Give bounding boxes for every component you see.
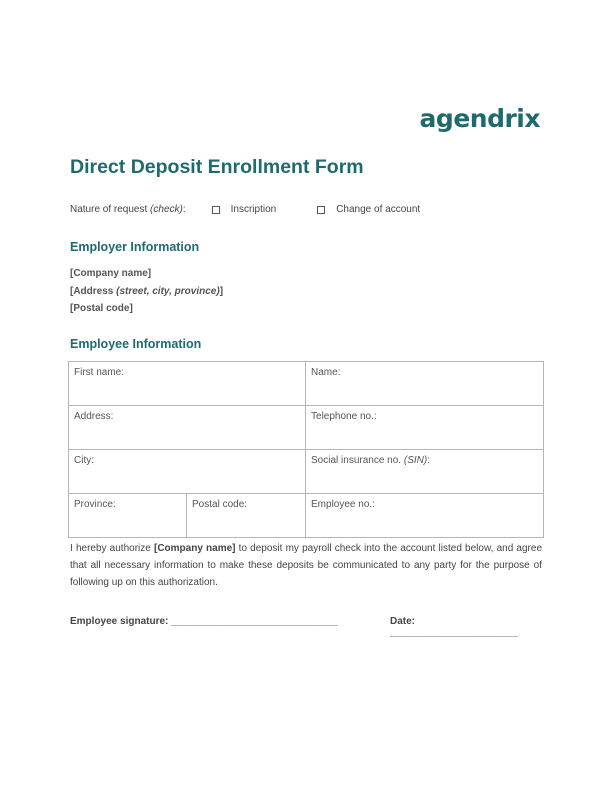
city-field[interactable]: City: <box>69 450 306 494</box>
employer-section-heading: Employer Information <box>70 240 200 254</box>
checkbox-inscription[interactable] <box>212 206 220 214</box>
employee-section-heading: Employee Information <box>70 337 202 351</box>
employer-company-name: [Company name] <box>70 268 152 279</box>
request-type-row <box>70 204 420 215</box>
employer-info-block <box>70 265 223 318</box>
option-inscription[interactable] <box>212 204 277 215</box>
name-field[interactable]: Name: <box>306 362 544 406</box>
employee-number-field[interactable]: Employee no.: <box>306 494 544 538</box>
authorization-statement: I hereby authorize [Company name] to deposit my payroll check into the account listed below, and agree that all necessary information to make these deposits be communicated to any party for the purpose of following up on this authorization. <box>70 543 543 588</box>
employee-signature-line[interactable]: Employee signature: ______________________________ <box>70 616 338 627</box>
page-title: Direct Deposit Enrollment Form <box>70 156 364 178</box>
option-inscription-label: Inscription <box>230 204 277 215</box>
signature-row <box>70 616 542 638</box>
first-name-field[interactable]: First name: <box>69 362 306 406</box>
address-field[interactable]: Address: <box>69 406 306 450</box>
option-change-of-account-label: Change of account <box>336 204 421 215</box>
employer-address: [Address (street, city, province)] <box>70 285 224 297</box>
agendrix-logo: agendrix <box>419 104 540 133</box>
province-field[interactable]: Province: <box>69 494 187 538</box>
telephone-field[interactable]: Telephone no.: <box>306 406 544 450</box>
request-label: Nature of request (check): <box>70 204 186 215</box>
checkbox-change-of-account[interactable] <box>317 206 325 214</box>
employer-postal-code: [Postal code] <box>70 303 133 314</box>
date-line[interactable]: Date: _______________________ <box>390 616 518 638</box>
sin-field[interactable]: Social insurance no. (SIN): <box>306 450 544 494</box>
option-change-of-account[interactable] <box>317 204 420 215</box>
employee-info-table <box>68 361 544 538</box>
postal-code-field[interactable]: Postal code: <box>187 494 306 538</box>
